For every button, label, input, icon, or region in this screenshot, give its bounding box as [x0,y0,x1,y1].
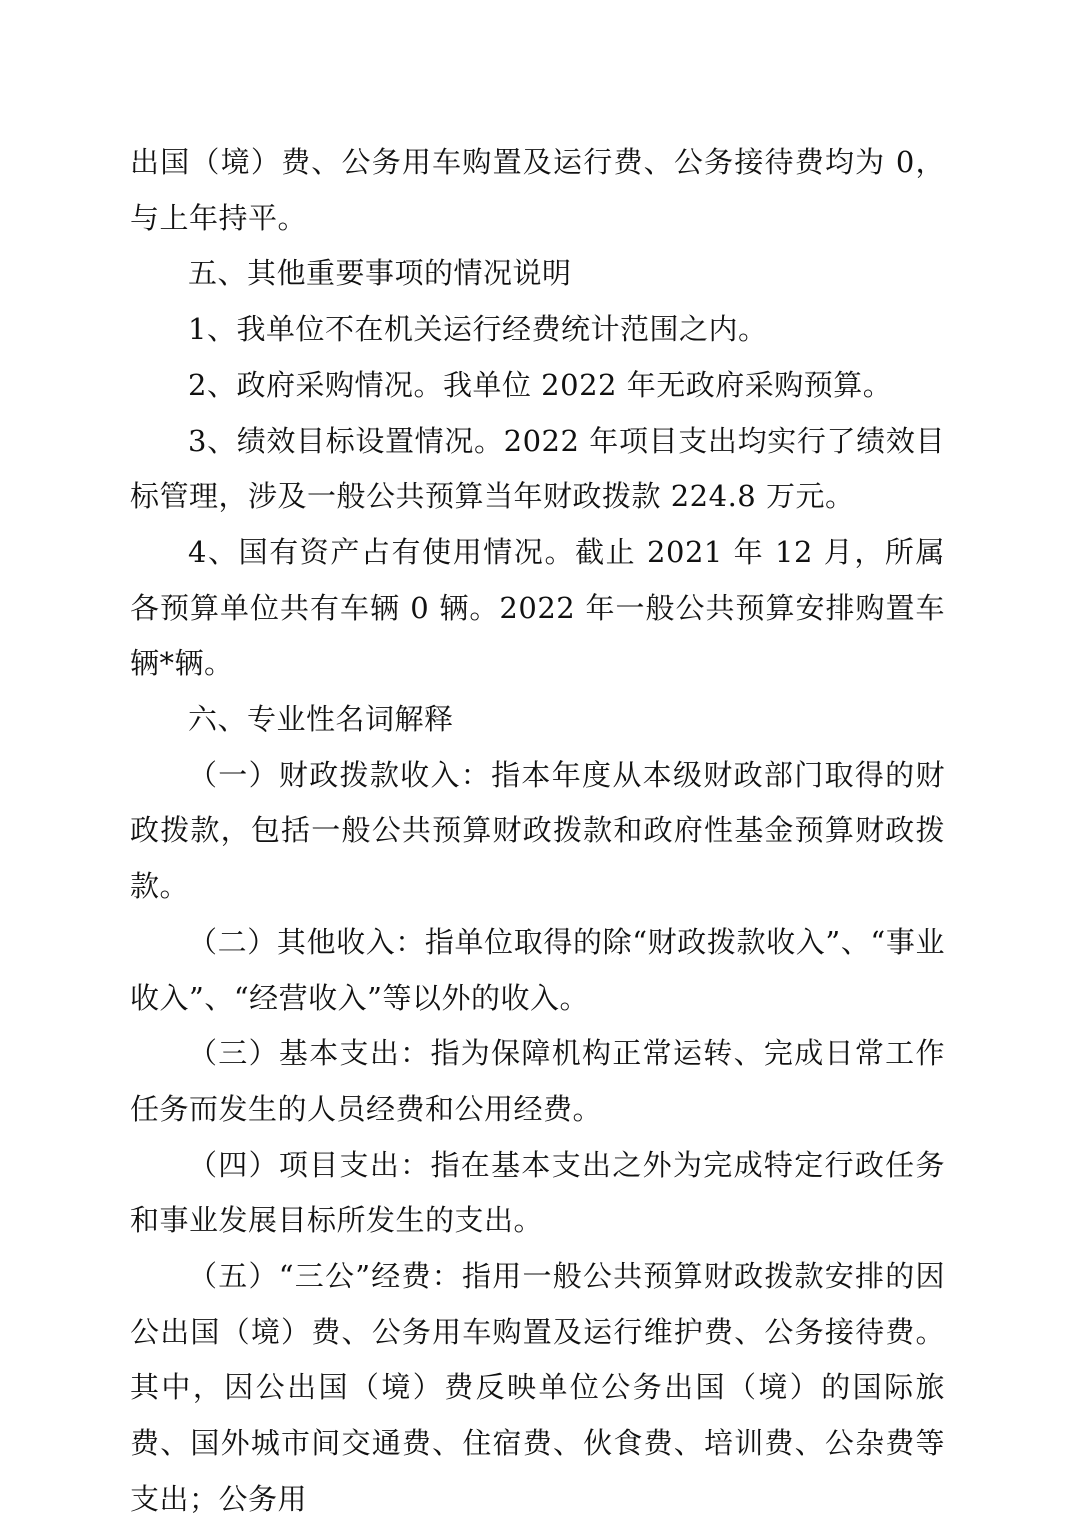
paragraph-continuation: 出国（境）费、公务用车购置及运行费、公务接待费均为 0，与上年持平。 [130,145,945,235]
section-heading-5: 五、其他重要事项的情况说明 [188,256,572,291]
definition-3: （三）基本支出：指为保障机构正常运转、完成日常工作任务而发生的人员经费和公用经费。 [130,1036,945,1126]
definition-1: （一）财政拨款收入：指本年度从本级财政部门取得的财政拨款，包括一般公共预算财政拨款和政府性基金预算财政拨款。 [130,757,945,904]
definition-2: （二）其他收入：指单位取得的除“财政拨款收入”、“事业收入”、“经营收入”等以外的收入。 [130,924,945,1015]
paragraph-item-4: 4、国有资产占有使用情况。截止 2021 年 12 月，所属各预算单位共有车辆 0 辆。2022 年一般公共预算安排购置车辆*辆。 [130,534,945,681]
paragraph-item-2: 2、政府采购情况。我单位 2022 年无政府采购预算。 [188,367,893,402]
paragraph-item-3: 3、绩效目标设置情况。2022 年项目支出均实行了绩效目标管理，涉及一般公共预算当年财政拨款 224.8 万元。 [130,423,945,514]
document-body [130,135,945,1528]
section-heading-6: 六、专业性名词解释 [188,702,454,737]
paragraph-item-1: 1、我单位不在机关运行经费统计范围之内。 [188,312,768,347]
definition-4: （四）项目支出：指在基本支出之外为完成特定行政任务和事业发展目标所发生的支出。 [130,1147,945,1238]
definition-5: （五）“三公”经费：指用一般公共预算财政拨款安排的因公出国（境）费、公务用车购置及运行维护费、公务接待费。其中，因公出国（境）费反映单位公务出国（境）的国际旅费、国外城市间交通费、住宿费、伙食费、培训费、公杂费等支出；公务用 [130,1259,945,1516]
